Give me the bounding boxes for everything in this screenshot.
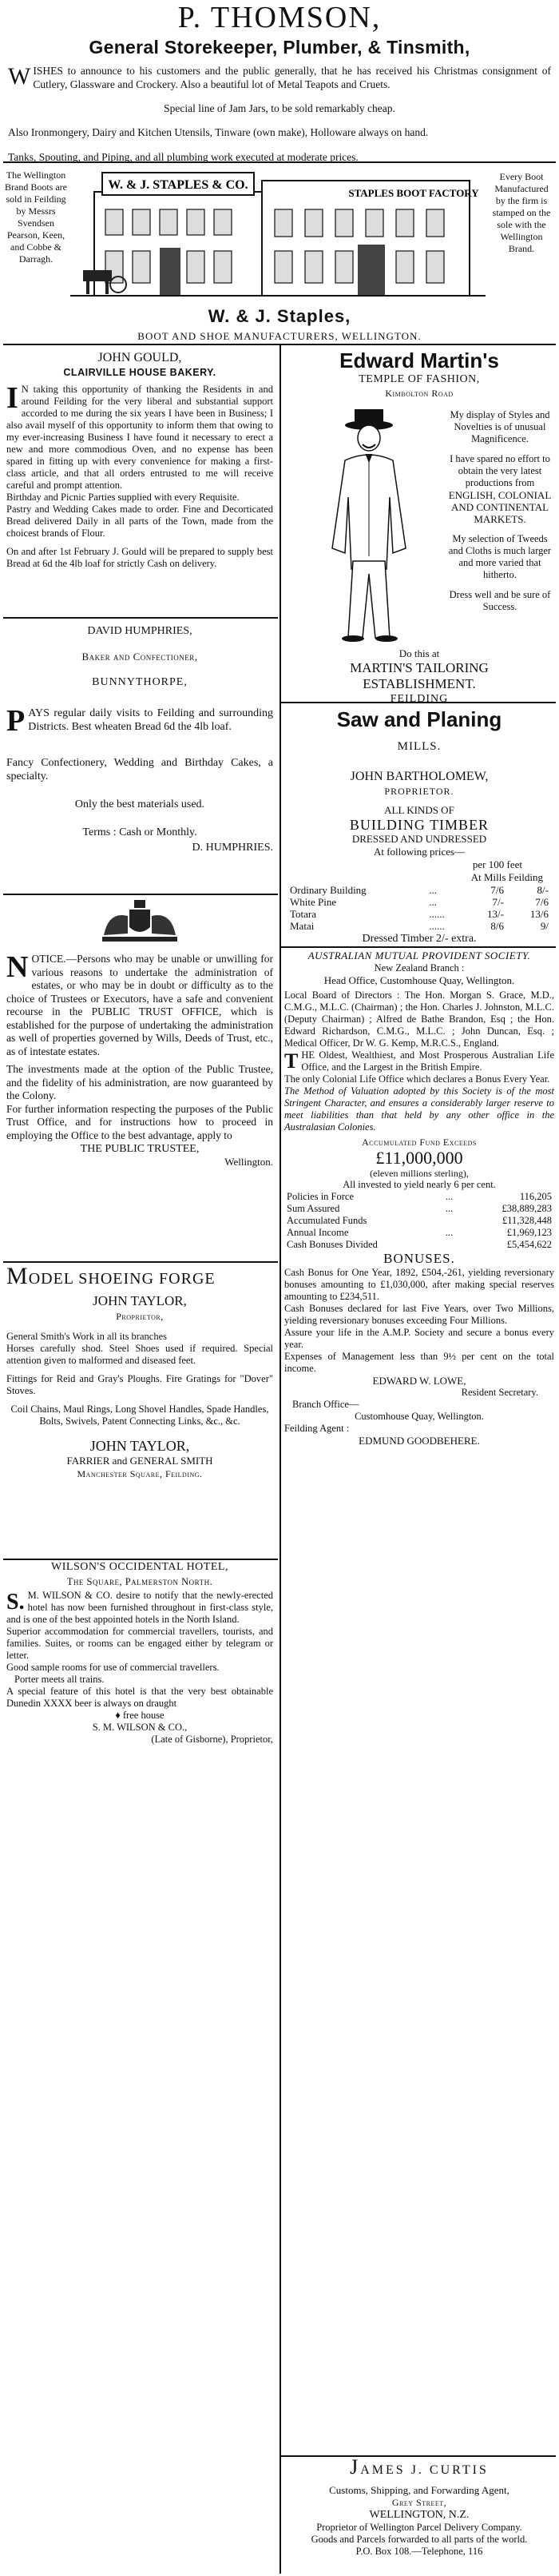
amp-stat-row [284, 1239, 554, 1251]
humphries-signature: D. HUMPHRIES. [192, 842, 273, 854]
amp-method: The Method of Valuation adopted by this Society is of the most Stringent Character, and ensures a considerably larger reserve to meet liabilities than that held by any other office in the Australasian Colonies. [284, 1085, 554, 1133]
wilson-paragraph-3: Good sample rooms for use of commercial travellers. [6, 1662, 220, 1673]
taylor-role-2: FARRIER and GENERAL SMITH [66, 1455, 213, 1467]
rule-martin [281, 702, 556, 703]
amp-stat-value: 116,205 [519, 1191, 552, 1202]
staples-left-note: The Wellington Brand Boots are sold in Feilding by Messrs Svendsen Pearson, Keen, and Cobbe & Darragh. [5, 169, 67, 265]
taylor-paragraph-4: Coil Chains, Maul Rings, Long Shovel Handles, Spade Handles, Bolts, Swivels, Patent Connecting Links, &c., &c. [10, 1403, 269, 1427]
saw-dressed: DRESSED AND UNDRESSED [351, 833, 487, 845]
martin-town: FEILDING [390, 693, 449, 705]
humphries-place: BUNNYTHORPE, [92, 676, 188, 688]
gould-name: JOHN GOULD, [97, 351, 182, 364]
humphries-paragraph-1 [6, 704, 273, 738]
curtis-street: Grey Street, [391, 2497, 447, 2508]
amp-bonus-2: Cash Bonuses declared for last Five Years, over Two Millions, yielding reversionary bonuses exceeding Four Millions. [284, 1303, 554, 1326]
saw-per: per 100 feet [472, 858, 522, 870]
curtis-goods: Goods and Parcels forwarded to all parts of the world. [311, 2534, 528, 2545]
thomson-drop-cap: W [8, 63, 31, 90]
amp-stat-value: £1,969,123 [506, 1227, 552, 1238]
amp-bonus-3: Assure your life in the A.M.P. Society and secure a bonus every year. [284, 1327, 554, 1350]
martin-footer [284, 647, 554, 707]
amp-stat-row [284, 1215, 554, 1227]
amp-stat-label: Annual Income [287, 1227, 349, 1238]
saw-extra: Dressed Timber 2/- extra. [362, 933, 477, 945]
thomson-paragraph-3: Also Ironmongery, Dairy and Kitchen Utensils, Tinware (own make), Holloware always on hand. [8, 126, 429, 138]
amp-directors: Local Board of Directors : The Hon. Morgan S. Grace, M.D., C.M.G., M.L.C. (Chairman) ; the Hon. Charles J. Johnston, M.L.C. (Deputy Chairman) ; Alfred de Bathe Brandon, Esq ; the Hon. Edward Richardson, C.M.G., M.L.C. ; John Duncan, Esq. ; Medical Officer, Dr W. G. Kemp, M.R.C.S., England. [284, 989, 554, 1049]
saw-title: Saw and Planing [336, 707, 502, 731]
saw-price-row [287, 896, 551, 908]
wilson-p1: M. WILSON & CO. desire to notify that the newly-erected hotel has now been furnished throughout in first-class style, and is one of the best appointed hotels in the North Island. [6, 1590, 273, 1625]
humphries-paragraph-3: Only the best materials used. [74, 798, 205, 810]
curtis-city: WELLINGTON, N.Z. [369, 2509, 470, 2521]
staples-firm-name: W. & J. Staples, [208, 306, 351, 326]
royal-coat-of-arms [88, 898, 192, 948]
curtis-box: P.O. Box 108.—Telephone, 116 [355, 2546, 483, 2557]
amp-head-office: Head Office, Customhouse Quay, Wellington. [323, 974, 515, 986]
saw-wood: Matai [290, 920, 315, 932]
saw-price-a: 13/- [487, 908, 504, 920]
trustee-office: THE PUBLIC TRUSTEE, [80, 1143, 200, 1155]
thomson-name: P. THOMSON, [177, 1, 382, 34]
gentleman-illustration [289, 404, 449, 644]
curtis-name-text: AMES J. CURTIS [360, 2463, 489, 2477]
taylor-paragraph-2: Horses carefully shod. Steel Shoes used if required. Special attention given to malformed and diseased feet. [6, 1343, 273, 1366]
amp-secretary: EDWARD W. LOWE, [372, 1375, 466, 1387]
martin-t2: I have spared no effort to obtain the very latest productions from [450, 453, 550, 488]
amp-stat-value: £5,454,622 [506, 1239, 552, 1250]
amp-stat-row [284, 1203, 554, 1215]
trustee-ad [6, 950, 273, 1169]
taylor-paragraph-3: Fittings for Reid and Gray's Ploughs. Fire Gratings for "Dover" Stoves. [6, 1373, 273, 1396]
amp-stat-label: Accumulated Funds [287, 1215, 367, 1226]
building-sign-right: STAPLES BOOT FACTORY [348, 187, 479, 199]
amp-stats-table [284, 1191, 554, 1251]
martin-t5: Dress well and be sure of Success. [449, 589, 551, 612]
amp-stat-label: Policies in Force [287, 1191, 355, 1202]
amp-oldest-text: HE Oldest, Wealthiest, and Most Prosperous Australian Life Office, and the Largest in the British Empire. [301, 1049, 554, 1073]
taylor-name-2: JOHN TAYLOR, [89, 1438, 190, 1454]
wilson-signature-2: (Late of Gisborne), Proprietor, [151, 1734, 273, 1745]
rule-humphries [3, 894, 278, 895]
amp-agent: EDMUND GOODBEHERE. [359, 1435, 480, 1447]
amp-only: The only Colonial Life Office which declares a Bonus Every Year. [284, 1073, 550, 1085]
saw-kinds: ALL KINDS OF [384, 804, 454, 816]
trustee-p1: OTICE.—Persons who may be unable or unwilling for various reasons to undertake the administration of estates, or who may be in doubt or difficulty as to the choice of Trustees or Executors, have a safe and convenient recourse in the PUBLIC TRUST OFFICE, which is established for the purpose of undertaking the administration as well of properties governed by Wills, Deeds of Trust, etc., as of intestate estates. [6, 953, 273, 1057]
saw-price-b: 9/ [540, 920, 549, 932]
saw-at-mills: At Mills Feilding [470, 871, 543, 883]
saw-prices-intro: At following prices— [373, 846, 466, 858]
gentleman-figure-icon [289, 404, 449, 644]
curtis-trade: Customs, Shipping, and Forwarding Agent, [329, 2484, 509, 2496]
column-divider [280, 345, 281, 2574]
rule-amp [281, 2455, 556, 2457]
taylor-role: Proprietor, [116, 1311, 164, 1322]
taylor-address: Manchester Square, Feilding. [77, 1468, 203, 1479]
wilson-paragraph-6: ♦ free house [115, 1710, 165, 1721]
martin-text [447, 409, 553, 613]
saw-price-row [287, 884, 551, 896]
building-sign-left: W. & J. STAPLES & CO. [108, 178, 248, 192]
amp-drop-cap: T [284, 1049, 299, 1073]
taylor-heading-text: ODEL SHOEING FORGE [28, 1270, 216, 1288]
saw-price-a: 8/6 [490, 920, 504, 932]
thomson-paragraph-4: Tanks, Spouting, and Piping, and all plumbing work executed at moderate prices. [8, 151, 359, 163]
saw-price-row [287, 908, 551, 920]
amp-stat-dots [443, 1215, 464, 1227]
amp-stat-dots: ... [445, 1191, 454, 1202]
amp-stat-label: Cash Bonuses Divided [287, 1239, 378, 1250]
amp-secretary-role: Resident Secretary. [461, 1387, 538, 1398]
trustee-city: Wellington. [224, 1156, 273, 1168]
wilson-ad [6, 1560, 273, 1746]
staples-factory-illustration [70, 165, 486, 301]
amp-bonuses: BONUSES. [383, 1251, 455, 1266]
gould-paragraph-3: Pastry and Wedding Cakes made to order. Fine and Decorticated Bread delivered Daily in all parts of the Town, made from the choicest brands of Flour. [6, 504, 273, 539]
wilson-drop-cap: S. [6, 1590, 25, 1614]
amp-branch: New Zealand Branch : [374, 962, 465, 973]
gould-ad [6, 350, 273, 570]
humphries-trade: Baker and Confectioner, [81, 651, 198, 663]
trustee-paragraph-1 [6, 950, 273, 1058]
thomson-body [8, 64, 551, 164]
amp-stat-dots: ... [445, 1203, 454, 1214]
rule-saw [281, 946, 556, 948]
amp-stat-label: Sum Assured [287, 1203, 340, 1214]
saw-wood: Totara [290, 908, 317, 920]
amp-fund: £11,000,000 [375, 1148, 463, 1168]
amp-bonus-1: Cash Bonus for One Year, 1892, £504,-261, yielding reversionary bonuses amounting to £1,030,000, after making special reserves amounting to £234,511. [284, 1267, 554, 1302]
saw-ad [284, 707, 554, 946]
trustee-drop-cap: N [6, 950, 29, 984]
amp-stat-row [284, 1191, 554, 1203]
curtis-drop-cap: J [350, 2455, 361, 2478]
amp-agent-label: Feilding Agent : [284, 1423, 350, 1434]
saw-price-a: 7/6 [490, 884, 504, 896]
rule-gould [3, 617, 278, 619]
amp-stat-value: £11,328,448 [502, 1215, 552, 1226]
trustee-paragraph-3: For further information respecting the purposes of the Public Trust Office, and for instructions how to proceed in employing the Office to the best advantage, apply to [6, 1102, 273, 1141]
thomson-p1: ISHES to announce to his customers and the public generally, that he has received his Christmas consignment of Cutlery, Glassware and Crockery. Also a beautiful lot of Metal Teapots and Cruets. [33, 65, 551, 90]
humphries-ad [6, 623, 273, 854]
gould-drop-cap: I [6, 381, 18, 415]
martin-temple: TEMPLE OF FASHION, [359, 373, 480, 385]
saw-dots: ... [429, 884, 438, 896]
saw-price-b: 8/- [537, 884, 549, 896]
martin-t1: My display of Styles and Novelties is of unusual Magnificence. [450, 409, 550, 444]
factory-building-image [70, 165, 486, 301]
taylor-drop-cap: M [6, 1263, 29, 1289]
saw-price-b: 13/6 [529, 908, 549, 920]
saw-wood: Ordinary Building [290, 884, 367, 896]
saw-price-row [287, 920, 551, 932]
thomson-paragraph-2: Special line of Jam Jars, to be sold remarkably cheap. [164, 102, 395, 114]
saw-owner: JOHN BARTHOLOMEW, [350, 770, 489, 783]
curtis-ad [284, 2455, 554, 2558]
martin-ad-header [284, 348, 554, 400]
wilson-signature: S. M. WILSON & CO., [92, 1722, 188, 1733]
martin-name: Edward Martin's [339, 348, 499, 372]
taylor-ad [6, 1263, 273, 1480]
saw-price-a: 7/- [492, 896, 504, 908]
curtis-prop: Proprietor of Wellington Parcel Delivery Company. [316, 2522, 522, 2533]
trustee-paragraph-2: The investments made at the option of the Public Trustee, and the fidelity of his administration, are now guaranteed by the Colony. [6, 1063, 273, 1101]
amp-oldest [284, 1049, 554, 1073]
amp-branch-address: Customhouse Quay, Wellington. [355, 1411, 484, 1422]
gould-paragraph-1 [6, 381, 273, 492]
amp-fund-note: (eleven millions sterling), [370, 1168, 469, 1179]
amp-title: AUSTRALIAN MUTUAL PROVIDENT SOCIETY. [307, 950, 531, 962]
wilson-paragraph-1 [6, 1590, 273, 1626]
thomson-ad [0, 0, 559, 59]
amp-stat-value: £38,889,283 [502, 1203, 552, 1214]
gould-paragraph-4: On and after 1st February J. Gould will be prepared to supply best Bread at 6d the 4lb loaf for strictly Cash on delivery. [6, 546, 273, 569]
taylor-heading [6, 1263, 273, 1289]
taylor-name: JOHN TAYLOR, [93, 1293, 187, 1308]
martin-do: Do this at [398, 647, 440, 659]
martin-t4: My selection of Tweeds and Cloths is much larger and more varied that hitherto. [448, 533, 552, 580]
martin-establishment: MARTIN'S TAILORING ESTABLISHMENT. [350, 660, 489, 691]
saw-price-table [287, 884, 551, 932]
humphries-p1: AYS regular daily visits to Feilding and surrounding Districts. Best wheaten Bread 6d the 4lb loaf. [28, 707, 273, 733]
wilson-paragraph-5: A special feature of this hotel is that the very best obtainable Dunedin XXXX beer is always on draught [6, 1686, 273, 1709]
staples-ad-footer [0, 305, 559, 344]
humphries-drop-cap: P [6, 704, 26, 738]
amp-stat-dots: ... [445, 1227, 454, 1238]
amp-stat-row [284, 1227, 554, 1239]
taylor-paragraph-1: General Smith's Work in all its branches [6, 1331, 167, 1342]
amp-fund-label: Accumulated Fund Exceeds [362, 1137, 477, 1148]
gould-paragraph-2: Birthday and Picnic Parties supplied with every Requisite. [6, 492, 240, 503]
saw-price-b: 7/6 [535, 896, 549, 908]
amp-invested: All invested to yield nearly 6 per cent. [343, 1179, 496, 1190]
coat-of-arms-icon [88, 898, 192, 948]
staples-right-note: Every Boot Manufactured by the firm is stamped on the sole with the Wellington Brand. [492, 171, 551, 254]
gould-bakery: CLAIRVILLE HOUSE BAKERY. [63, 367, 216, 378]
martin-road: Kimbolton Road [385, 388, 454, 399]
curtis-name [284, 2455, 554, 2479]
saw-dots: ... [429, 896, 438, 908]
wilson-paragraph-4: Porter meets all trains. [14, 1674, 105, 1685]
amp-ad [284, 950, 554, 1447]
rule-trustee [3, 1261, 278, 1263]
humphries-name: DAVID HUMPHRIES, [87, 625, 192, 637]
saw-timber: BUILDING TIMBER [349, 817, 490, 833]
amp-branch-office: Branch Office— [292, 1399, 359, 1410]
thomson-paragraph-1 [8, 64, 551, 91]
thomson-trades: General Storekeeper, Plumber, & Tinsmith, [89, 37, 470, 58]
saw-wood: White Pine [290, 896, 337, 908]
gould-p1: N taking this opportunity of thanking the Residents in and around Feilding for the very liberal and substantial support accorded to me during the six years I have been in Business; I also avail myself of this opportunity to inform them that owing to my ever-increasing Business I have found it necessary to erect a new and more commodious Oven, and no expense has been spared in fitting up with every convenience for making a first-class article, and that all orders entrusted to me will receive careful and prompt attention. [6, 384, 273, 491]
martin-t3: ENGLISH, COLONIAL AND CONTINENTAL MARKETS. [448, 489, 552, 525]
saw-mills: MILLS. [397, 740, 442, 753]
rule-thomson [3, 161, 556, 163]
saw-role: PROPRIETOR. [384, 786, 454, 797]
saw-dots: ...... [429, 920, 445, 932]
wilson-hotel: WILSON'S OCCIDENTAL HOTEL, [51, 1561, 228, 1573]
staples-tagline: BOOT AND SHOE MANUFACTURERS, WELLINGTON. [137, 330, 422, 342]
wilson-address: The Square, Palmerston North. [66, 1576, 213, 1587]
wilson-paragraph-2: Superior accommodation for commercial travellers, tourists, and families. Suites, or rooms can be engaged either by telegram or letter. [6, 1626, 273, 1661]
saw-dots: ...... [429, 908, 445, 920]
humphries-terms: Terms : Cash or Monthly. [82, 826, 197, 838]
humphries-paragraph-2: Fancy Confectionery, Wedding and Birthday Cakes, a specialty. [6, 757, 273, 782]
amp-stat-dots [443, 1239, 464, 1251]
amp-bonus-4: Expenses of Management less than 9½ per cent on the total income. [284, 1351, 554, 1374]
